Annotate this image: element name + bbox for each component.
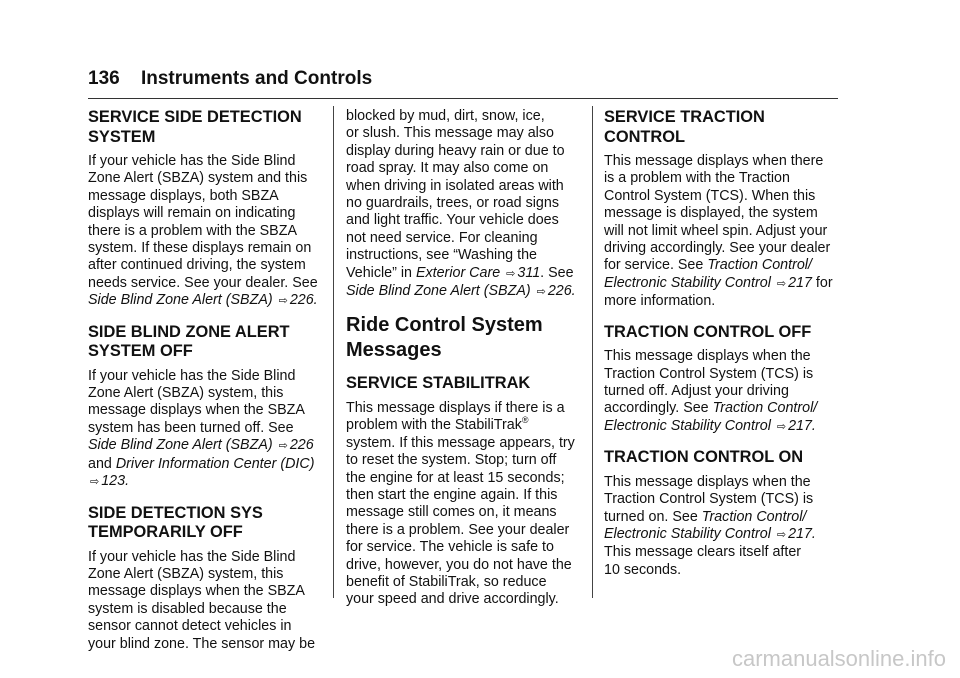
page-arrow-icon: ⇨	[776, 420, 787, 433]
section-heading: SIDE BLIND ZONE ALERT SYSTEM OFF	[88, 322, 290, 361]
section-heading: SIDE DETECTION SYS TEMPORARILY OFF	[88, 503, 263, 541]
column-divider	[592, 106, 593, 598]
section-body: This message displays if there is a problem with the StabiliTrak® system. If this message appears, try to reset the system. Stop; turn off the engine for at least 15 seconds; then start the engine again. If this message still comes on, it means there is a problem. See your dealer for service. The vehicle is safe to drive, however, you do not have the benefit of StabiliTrak, so reduce your speed and drive accordingly.	[346, 399, 575, 608]
page-arrow-icon: ⇨	[278, 440, 288, 453]
column-1	[88, 108, 326, 665]
xref-link[interactable]: Traction Control/	[712, 400, 818, 417]
section-heading: TRACTION CONTROL ON	[604, 448, 804, 467]
xref-page[interactable]: 226	[289, 437, 314, 454]
major-heading: Ride Control System Messages	[346, 314, 543, 361]
xref-page[interactable]: 217	[788, 274, 812, 291]
page-header	[88, 68, 372, 90]
section-heading: SERVICE STABILITRAK	[346, 374, 531, 393]
page-arrow-icon: ⇨	[506, 267, 516, 280]
page-arrow-icon: ⇨	[90, 476, 100, 489]
section-body: This message displays when the Traction Control System (TCS) is turned off. Adjust your driving accordingly. See Traction Control/ Electronic Stability Control ⇨ 217.	[604, 348, 818, 434]
xref-page[interactable]: 123.	[101, 473, 130, 490]
column-3	[604, 108, 840, 591]
xref-link[interactable]: Driver Information Center (DIC)	[115, 455, 315, 472]
section-service-traction-control	[604, 108, 840, 311]
page-arrow-icon: ⇨	[536, 286, 546, 299]
xref-page[interactable]: 226.	[289, 292, 318, 309]
section-body: If your vehicle has the Side Blind Zone Alert (SBZA) system, this message displays when the SBZA system is disabled because the sensor cannot detect vehicles in your blind zone. The sensor may be	[88, 548, 316, 652]
section-body: If your vehicle has the Side Blind Zone Alert (SBZA) system and this message displays, both SBZA displays will remain on indicating there is a problem with the SBZA system. If these displays remain on after continued driving, the system needs service. See your dealer. See Side Blind Zone Alert (SBZA) ⇨ 226.	[88, 153, 318, 309]
continued-text: blocked by mud, dirt, snow, ice, or slush. This message may also display during heavy rain or due to road spray. It may also come on when driving in isolated areas with no guardrails, trees, or road signs and light traffic. Your vehicle does not need service. For cleaning instructions, see “Washing the Vehicle” in Exterior Care ⇨ 311. See Side Blind Zone Alert (SBZA) ⇨ 226.	[346, 108, 576, 300]
column-divider	[333, 106, 334, 598]
section-heading: TRACTION CONTROL OFF	[604, 322, 812, 341]
registered-mark: ®	[521, 415, 529, 426]
xref-link[interactable]: Traction Control/	[707, 257, 812, 274]
page-arrow-icon: ⇨	[776, 528, 787, 541]
page-arrow-icon: ⇨	[278, 295, 288, 308]
xref-link[interactable]: Electronic Stability Control	[604, 417, 771, 434]
page-arrow-icon: ⇨	[776, 277, 787, 290]
xref-page[interactable]: 217.	[788, 417, 816, 434]
section-side-detection-off	[88, 504, 326, 653]
section-service-side-detection	[88, 108, 326, 311]
watermark: carmanualsonline.info	[731, 646, 946, 671]
section-body: This message displays when the Traction Control System (TCS) is turned on. See Traction Control/ Electronic Stability Control ⇨ 217. This message clears itself after 10 seconds.	[604, 473, 816, 578]
header-rule	[88, 98, 838, 99]
xref-page[interactable]: 226.	[547, 283, 576, 300]
xref-link[interactable]: Side Blind Zone Alert (SBZA)	[346, 283, 531, 300]
xref-link[interactable]: Electronic Stability Control	[604, 525, 771, 542]
section-traction-control-off	[604, 323, 840, 437]
xref-link[interactable]: Electronic Stability Control	[604, 274, 771, 291]
page-number: 136	[88, 68, 120, 89]
xref-page[interactable]: 311	[517, 264, 541, 281]
chapter-title: Instruments and Controls	[140, 68, 373, 89]
xref-page[interactable]: 217.	[788, 525, 816, 542]
xref-link[interactable]: Side Blind Zone Alert (SBZA)	[88, 437, 273, 454]
xref-link[interactable]: Side Blind Zone Alert (SBZA)	[88, 292, 273, 309]
xref-link[interactable]: Traction Control/	[701, 508, 807, 525]
section-body: If your vehicle has the Side Blind Zone Alert (SBZA) system, this message displays when the SBZA system has been turned off. See Side Blind Zone Alert (SBZA) ⇨ 226 and Driver Information Center (DIC) ⇨ 123.	[88, 367, 315, 490]
xref-link[interactable]: Exterior Care	[415, 264, 501, 281]
section-service-stabilitrak	[346, 374, 580, 608]
section-sbza-off	[88, 323, 326, 492]
column-2	[346, 108, 580, 621]
section-heading: SERVICE SIDE DETECTION SYSTEM	[88, 108, 302, 146]
section-body: This message displays when there is a problem with the Traction Control System (TCS). When this message is displayed, the system will not limit wheel spin. Adjust your driving accordingly. See your dealer for service. See Traction Control/ Electronic Stability Control ⇨ 217 for more information.	[604, 153, 833, 310]
section-traction-control-on	[604, 448, 840, 579]
section-heading: SERVICE TRACTION CONTROL	[604, 108, 765, 146]
